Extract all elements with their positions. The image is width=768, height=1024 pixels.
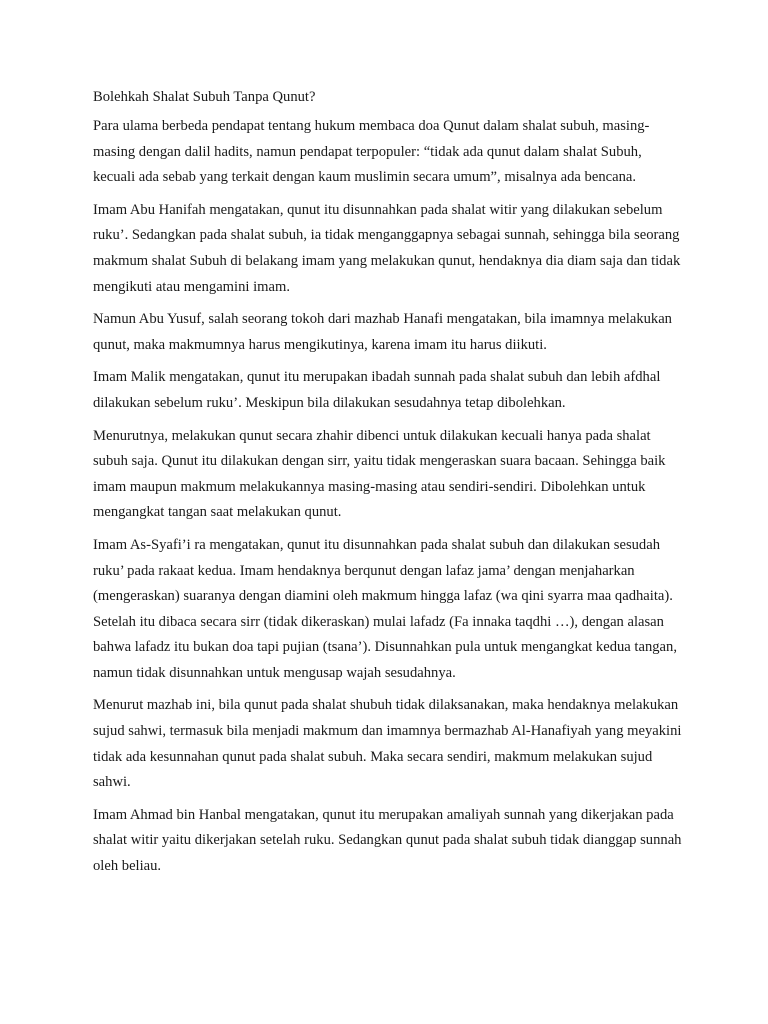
paragraph-imam-malik: Imam Malik mengatakan, qunut itu merupakan ibadah sunnah pada shalat subuh dan lebih afdhal dilakukan sebelum ruku’. Meskipun bila dilakukan sesudahnya tetap dibolehkan.: [93, 369, 661, 411]
paragraph-intro: Para ulama berbeda pendapat tentang hukum membaca doa Qunut dalam shalat subuh, masing-masing dengan dalil hadits, namun pendapat terpopuler: “tidak ada qunut dalam shalat Subuh, kecuali ada sebab yang terkait dengan kaum muslimin secara umum”, misalnya ada bencana.: [93, 118, 650, 186]
paragraph-mazhab-syafii-sahwi: Menurut mazhab ini, bila qunut pada shalat shubuh tidak dilaksanakan, maka hendaknya melakukan sujud sahwi, termasuk bila menjadi makmum dan imamnya bermazhab Al-Hanafiyah yang meyakini tidak ada kesunnahan qunut pada shalat subuh. Maka secara sendiri, makmum melakukan sujud sahwi.: [93, 697, 682, 791]
paragraph-abu-hanifah: Imam Abu Hanifah mengatakan, qunut itu disunnahkan pada shalat witir yang dilakukan sebelum ruku’. Sedangkan pada shalat subuh, ia tidak menganggapnya sebagai sunnah, sehingga bila seorang makmum shalat Subuh di belakang imam yang melakukan qunut, hendaknya dia diam saja dan tidak mengikuti atau mengamini imam.: [93, 201, 681, 295]
paragraph-imam-syafii: Imam As-Syafi’i ra mengatakan, qunut itu disunnahkan pada shalat subuh dan dilakukan sesudah ruku’ pada rakaat kedua. Imam hendaknya berqunut dengan lafaz jama’ dengan menjaharkan (mengeraskan) suaranya dengan diamini oleh makmum hingga lafaz (wa qini syarra maa qadhaita). Setelah itu dibaca secara sirr (tidak dikeraskan) mulai lafadz (Fa innaka taqdhi …), dengan alasan bahwa lafadz itu bukan doa tapi pujian (tsana’). Disunnahkan pula untuk mengangkat kedua tangan, namun tidak disunnahkan untuk mengusap wajah sesudahnya.: [93, 536, 677, 681]
document-title: Bolehkah Shalat Subuh Tanpa Qunut?: [93, 89, 316, 105]
paragraph-menurutnya: Menurutnya, melakukan qunut secara zhahir dibenci untuk dilakukan kecuali hanya pada shalat subuh saja. Qunut itu dilakukan dengan sirr, yaitu tidak mengeraskan suara bacaan. Sehingga baik imam maupun makmum melakukannya masing-masing atau sendiri-sendiri. Dibolehkan untuk mengangkat tangan saat melakukan qunut.: [93, 427, 666, 521]
paragraph-abu-yusuf: Namun Abu Yusuf, salah seorang tokoh dari mazhab Hanafi mengatakan, bila imamnya melakukan qunut, maka makmumnya harus mengikutinya, karena imam itu harus diikuti.: [93, 311, 672, 353]
paragraph-imam-ahmad: Imam Ahmad bin Hanbal mengatakan, qunut itu merupakan amaliyah sunnah yang dikerjakan pada shalat witir yaitu dikerjakan setelah ruku. Sedangkan qunut pada shalat subuh tidak dianggap sunnah oleh beliau.: [93, 806, 682, 875]
document-page: [93, 86, 683, 887]
